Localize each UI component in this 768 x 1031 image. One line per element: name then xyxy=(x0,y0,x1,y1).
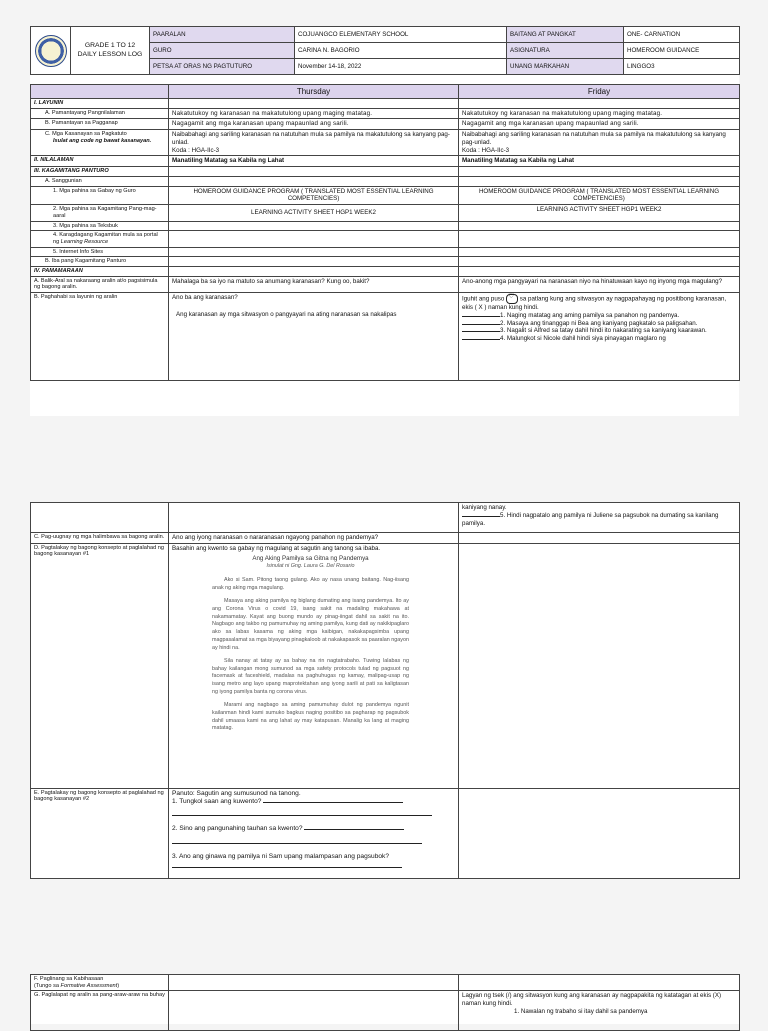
kasanayan-fri xyxy=(459,130,740,156)
story-author: Isinulat ni Gng. Laura G. Del Rosario xyxy=(266,563,355,570)
paghahabi-fri-intro xyxy=(462,294,736,312)
cont-line: kaniyang nanay. xyxy=(462,504,507,511)
paglalapat-item-row xyxy=(462,1008,736,1016)
kasanayan-label xyxy=(31,130,169,156)
paglalapat-item-1: 1. Nawalan ng trabaho si itay dahil sa pandemya xyxy=(514,1007,648,1015)
q3: 3. Ano ang ginawa ng pamilya ni Sam upang malampasan ang pagsubok? xyxy=(172,852,390,860)
pagtalakay-1-instruction: Basahin ang kwento sa gabay ng magulang at sagutin ang tanong sa ibaba. xyxy=(172,544,381,552)
week-value: LINGGO3 xyxy=(624,59,740,75)
page-1 xyxy=(30,26,739,416)
paghahabi-thu xyxy=(169,293,459,381)
story-para: Marami ang nagbago sa aming pamumuhay dulot ng pandemya ngunit kailanman hindi kami sumuko bagkus naging positibo sa pagharap ng pagsubok dahil umaasa kami na ang lahat ay may katapusan. Manalig ka lang at maging matatag. xyxy=(212,701,409,732)
quarter-label: UNANG MARKAHAN xyxy=(507,59,624,75)
paghahabi-thu-q: Ano ba ang karanasan? xyxy=(172,294,238,302)
iba-pang-kagamitan-label: B. Iba pang Kagamitang Panturo xyxy=(31,257,169,267)
paglinang-sub-a: (Tungo sa xyxy=(34,982,59,989)
story-para: Sila nanay at tatay ay sa bahay na rin nagtatrabaho. Tuwing lalabas ng bahay kailangan mong sumunod sa mga safety protocols tulad ng pagsuot ng facemask at faceshield, madalas na paghuhugas ng kamay, malipag-usap ng isang metro ang layo upang maprotektahan ang iyong sarili at pati sa kaligtasan ng iyong pamilya banta ng corona virus. xyxy=(212,657,409,696)
item-5: 5. Hindi nagpatalo ang pamilya ni Juliene sa pagsubok na dumating sa kanilang pamilya. xyxy=(462,511,719,527)
paghahabi-fri xyxy=(459,293,740,381)
teacher-label: GURO xyxy=(150,43,295,59)
pagganap-fri: Nagagamit ang mga karanasan upang mapaunlad ang sarili. xyxy=(459,119,740,130)
kagamitang-mag-aaral-fri: LEARNING ACTIVITY SHEET HGP1 WEEK2 xyxy=(459,205,740,221)
kagamitan-heading: III. KAGAMITANG PANTURO xyxy=(31,167,169,177)
item-1: 1. Naging matatag ang aming pamilya sa panahon ng pandemya. xyxy=(500,311,680,319)
item-3: 3. Nagalit si Alfred sa tatay dahil hindi ito nakarating sa kaniyang kaarawan. xyxy=(500,327,707,335)
panuto: Panuto: Sagutin ang sumusunod na tanong. xyxy=(172,789,301,797)
pagganap-label: B. Pamantayan sa Pagganap xyxy=(31,119,169,130)
q1-row xyxy=(172,798,455,806)
lr-portal-label xyxy=(31,231,169,247)
story-para: Ako si Sam. Pitong taong gulang. Ako ay nasa unang baitang. Nag-iisang anak ng aking mga magulang. xyxy=(212,577,409,592)
dll-line: DAILY LESSON LOG xyxy=(77,50,143,58)
page-2 xyxy=(30,502,739,879)
lesson-table-2 xyxy=(30,502,740,879)
paglinang-sub-c: ) xyxy=(117,982,120,989)
thursday-head: Thursday xyxy=(169,85,459,99)
kasanayan-title: C. Mga Kasanayan sa Pagkatuto xyxy=(45,131,127,138)
item-4: 4. Malungkot si Nicole dahil hindi siya pinayagan maglaro ng xyxy=(500,335,666,343)
balik-aral-thu: Mahalaga ba sa iyo na matuto sa anumang karanasan? Kung oo, bakit? xyxy=(169,276,459,292)
deped-seal xyxy=(31,27,71,75)
grade-line: GRADE 1 TO 12 xyxy=(84,41,136,49)
grade-block xyxy=(71,27,150,75)
q2: 2. Sino ang pangunahing tauhan sa kwento? xyxy=(172,825,303,833)
paglinang-label xyxy=(31,975,169,991)
teacher-value: CARINA N. BAGORIO xyxy=(295,43,507,59)
kasanayan-thu-text: Naibabahagi ang sariling karanasan na natutuhan mula sa pamilya na makatutulong sa kanyang pag-unlad. xyxy=(172,131,450,146)
paghahabi-thu-def: Ang karanasan ay mga sitwasyon o pangyayari na ating naranasan sa nakalipas xyxy=(176,310,397,318)
internet-label: 5. Internet Info Sites xyxy=(31,247,169,257)
paglinang-sub xyxy=(34,983,165,990)
pagganap-thu: Nagagamit ang mga karanasan upang mapaunlad ang sarili. xyxy=(169,119,459,130)
page-3 xyxy=(30,974,739,1024)
paghahabi-label: B. Paghahabi sa layunin ng aralin xyxy=(31,293,169,381)
lesson-table-1 xyxy=(30,84,740,381)
grade-section-value: ONE- CARNATION xyxy=(624,27,740,43)
story-para: Masaya ang aking pamilya ng biglang dumating ang isang pandemya. Ito ay ang Corona Virus o covid 19, isang sakit na madaling makahawa at nakamamatay. Kayat ang buong mundo ay pinag-iingat dahil sa sakit na ito. Nagbago ang takbo ng pamumuhay ng aming pamilya, kung dati ay nakikipaglaro ako sa labas kasama ng aking mga kaibigan, nakakapagsimba upang magpasalamat sa mga biyayang pinagkaloob at nakakapasok sa paaralan ngayon ay hindi na. xyxy=(212,597,409,651)
header-table xyxy=(30,26,740,75)
gabay-guro-thu: HOMEROOM GUIDANCE PROGRAM ( TRANSLATED MOST ESSENTIAL LEARNING COMPETENCIES) xyxy=(169,186,459,205)
kasanayan-thu xyxy=(169,130,459,156)
paghahabi-fri-item xyxy=(462,312,736,320)
blank-head xyxy=(31,85,169,99)
subject-value: HOMEROOM GUIDANCE xyxy=(624,43,740,59)
sanggunian-label: A. Sanggunian xyxy=(31,176,169,186)
lr-portal-italic: Learning Resource xyxy=(60,238,109,245)
grade-section-label: BAITANG AT PANGKAT xyxy=(507,27,624,43)
pamantayang-label: A. Pamantayang Pangnilalaman xyxy=(31,108,169,119)
kagamitang-mag-aaral-label: 2. Mga pahina sa Kagamitang Pang-mag-aaral xyxy=(31,205,169,221)
kasanayan-fri-code: Koda : HGA-IIc-3 xyxy=(462,146,510,154)
item-5-row xyxy=(462,512,736,528)
friday-head: Friday xyxy=(459,85,740,99)
kasanayan-thu-code: Koda : HGA-IIc-3 xyxy=(172,146,220,154)
gabay-guro-fri: HOMEROOM GUIDANCE PROGRAM ( TRANSLATED MOST ESSENTIAL LEARNING COMPETENCIES) xyxy=(459,186,740,205)
nilalaman-fri: Manatiling Matatag sa Kabila ng Lahat xyxy=(459,156,740,167)
nilalaman-thu: Manatiling Matatag sa Kabila ng Lahat xyxy=(169,156,459,167)
paghahabi-fri-item xyxy=(462,327,736,335)
school-label: PAARALAN xyxy=(150,27,295,43)
paglinang-title: F. Paglinang sa Kabihasaan xyxy=(34,976,104,982)
nilalaman-heading: II. NILALAMAN xyxy=(31,156,169,167)
pagtalakay-1-label: D. Pagtalakay ng bagong konsepto at paglalahad ng bagong kasanayan #1 xyxy=(31,543,169,788)
balik-aral-fri: Ano-anong mga pangyayari na naranasan niyo na hinatuwaan kayo ng inyong mga magulang? xyxy=(459,276,740,292)
paglinang-sub-b: Formative Assessment xyxy=(60,982,118,989)
story-title: Ang Aking Pamilya sa Gitna ng Pandemya xyxy=(252,554,369,562)
paghahabi-fri-item xyxy=(462,320,736,328)
pamantayang-thu: Nakatutukoy ng karanasan na makatutulong upang maging matatag. xyxy=(169,108,459,119)
seal-icon xyxy=(35,35,67,67)
pagtalakay-1-thu xyxy=(169,543,459,788)
q2-row xyxy=(172,825,455,833)
story-image xyxy=(172,553,455,743)
paglalapat-fri xyxy=(459,991,740,1031)
kagamitang-mag-aaral-thu: LEARNING ACTIVITY SHEET HGP1 WEEK2 xyxy=(169,205,459,221)
pagtalakay-2-thu xyxy=(169,788,459,878)
item-2: 2. Masaya ang tinanggap ni Bea ang kaniyang pagkatalo sa paligsahan. xyxy=(500,319,698,327)
paglalapat-instruction: Lagyan ng tsek (/) ang sitwasyon kung ang karanasan ay nagpapakita ng katatagan at ekis (X) naman kung hindi. xyxy=(462,992,722,1008)
intro-b: sa patlang kung ang sitwasyon ay nagpapahayag ng positibong karanasan, ekis ( X ) naman kung hindi. xyxy=(462,295,727,312)
pag-uugnay-label: C. Pag-uugnay ng mga halimbawa sa bagong aralin. xyxy=(31,533,169,544)
lesson-table-3 xyxy=(30,974,740,1031)
kasanayan-fri-text: Naibabahagi ang sariling karanasan na natutuhan mula sa pamilya na makatutulong sa kanyang pag-unlad. xyxy=(462,131,726,146)
date-label: PETSA AT ORAS NG PAGTUTURO xyxy=(150,59,295,75)
q1: 1. Tungkol saan ang kuwento? xyxy=(172,797,262,805)
school-value: COJUANGCO ELEMENTARY SCHOOL xyxy=(295,27,507,43)
pag-uugnay-thu: Ano ang iyong naranasan o nararanasan ngayong panahon ng pandemya? xyxy=(169,533,459,544)
pamamaraan-heading: IV. PAMAMARAAN xyxy=(31,267,169,277)
date-value: November 14-18, 2022 xyxy=(295,59,507,75)
paghahabi-fri-item xyxy=(462,335,736,343)
teksbuk-label: 3. Mga pahina sa Teksbuk xyxy=(31,221,169,231)
layunin-heading: I. LAYUNIN xyxy=(31,99,169,109)
pagtalakay-2-label: E. Pagtalakay ng bagong konsepto at paglalahad ng bagong kasanayan #2 xyxy=(31,788,169,878)
intro-a: Iguhit ang puso xyxy=(462,295,505,303)
subject-label: ASIGNATURA xyxy=(507,43,624,59)
heart-icon xyxy=(506,294,518,304)
paghahabi-fri-cont xyxy=(459,503,740,533)
gabay-guro-label: 1. Mga pahina sa Gabay ng Guro xyxy=(31,186,169,205)
pamantayang-fri: Nakatutukoy ng karanasan na makatutulong upang maging matatag. xyxy=(459,108,740,119)
paglalapat-label: G. Paglalapat ng aralin sa pang-araw-araw na buhay xyxy=(31,991,169,1031)
lr-portal-text: 4. Karagdagang Kagamitan mula sa portal ng xyxy=(53,232,158,245)
balik-aral-label: A. Balik-Aral sa nakaraang aralin at/o pagsisimula ng bagong aralin. xyxy=(31,276,169,292)
kasanayan-note: Isulat ang code ng bawat kasanayan. xyxy=(53,137,152,144)
